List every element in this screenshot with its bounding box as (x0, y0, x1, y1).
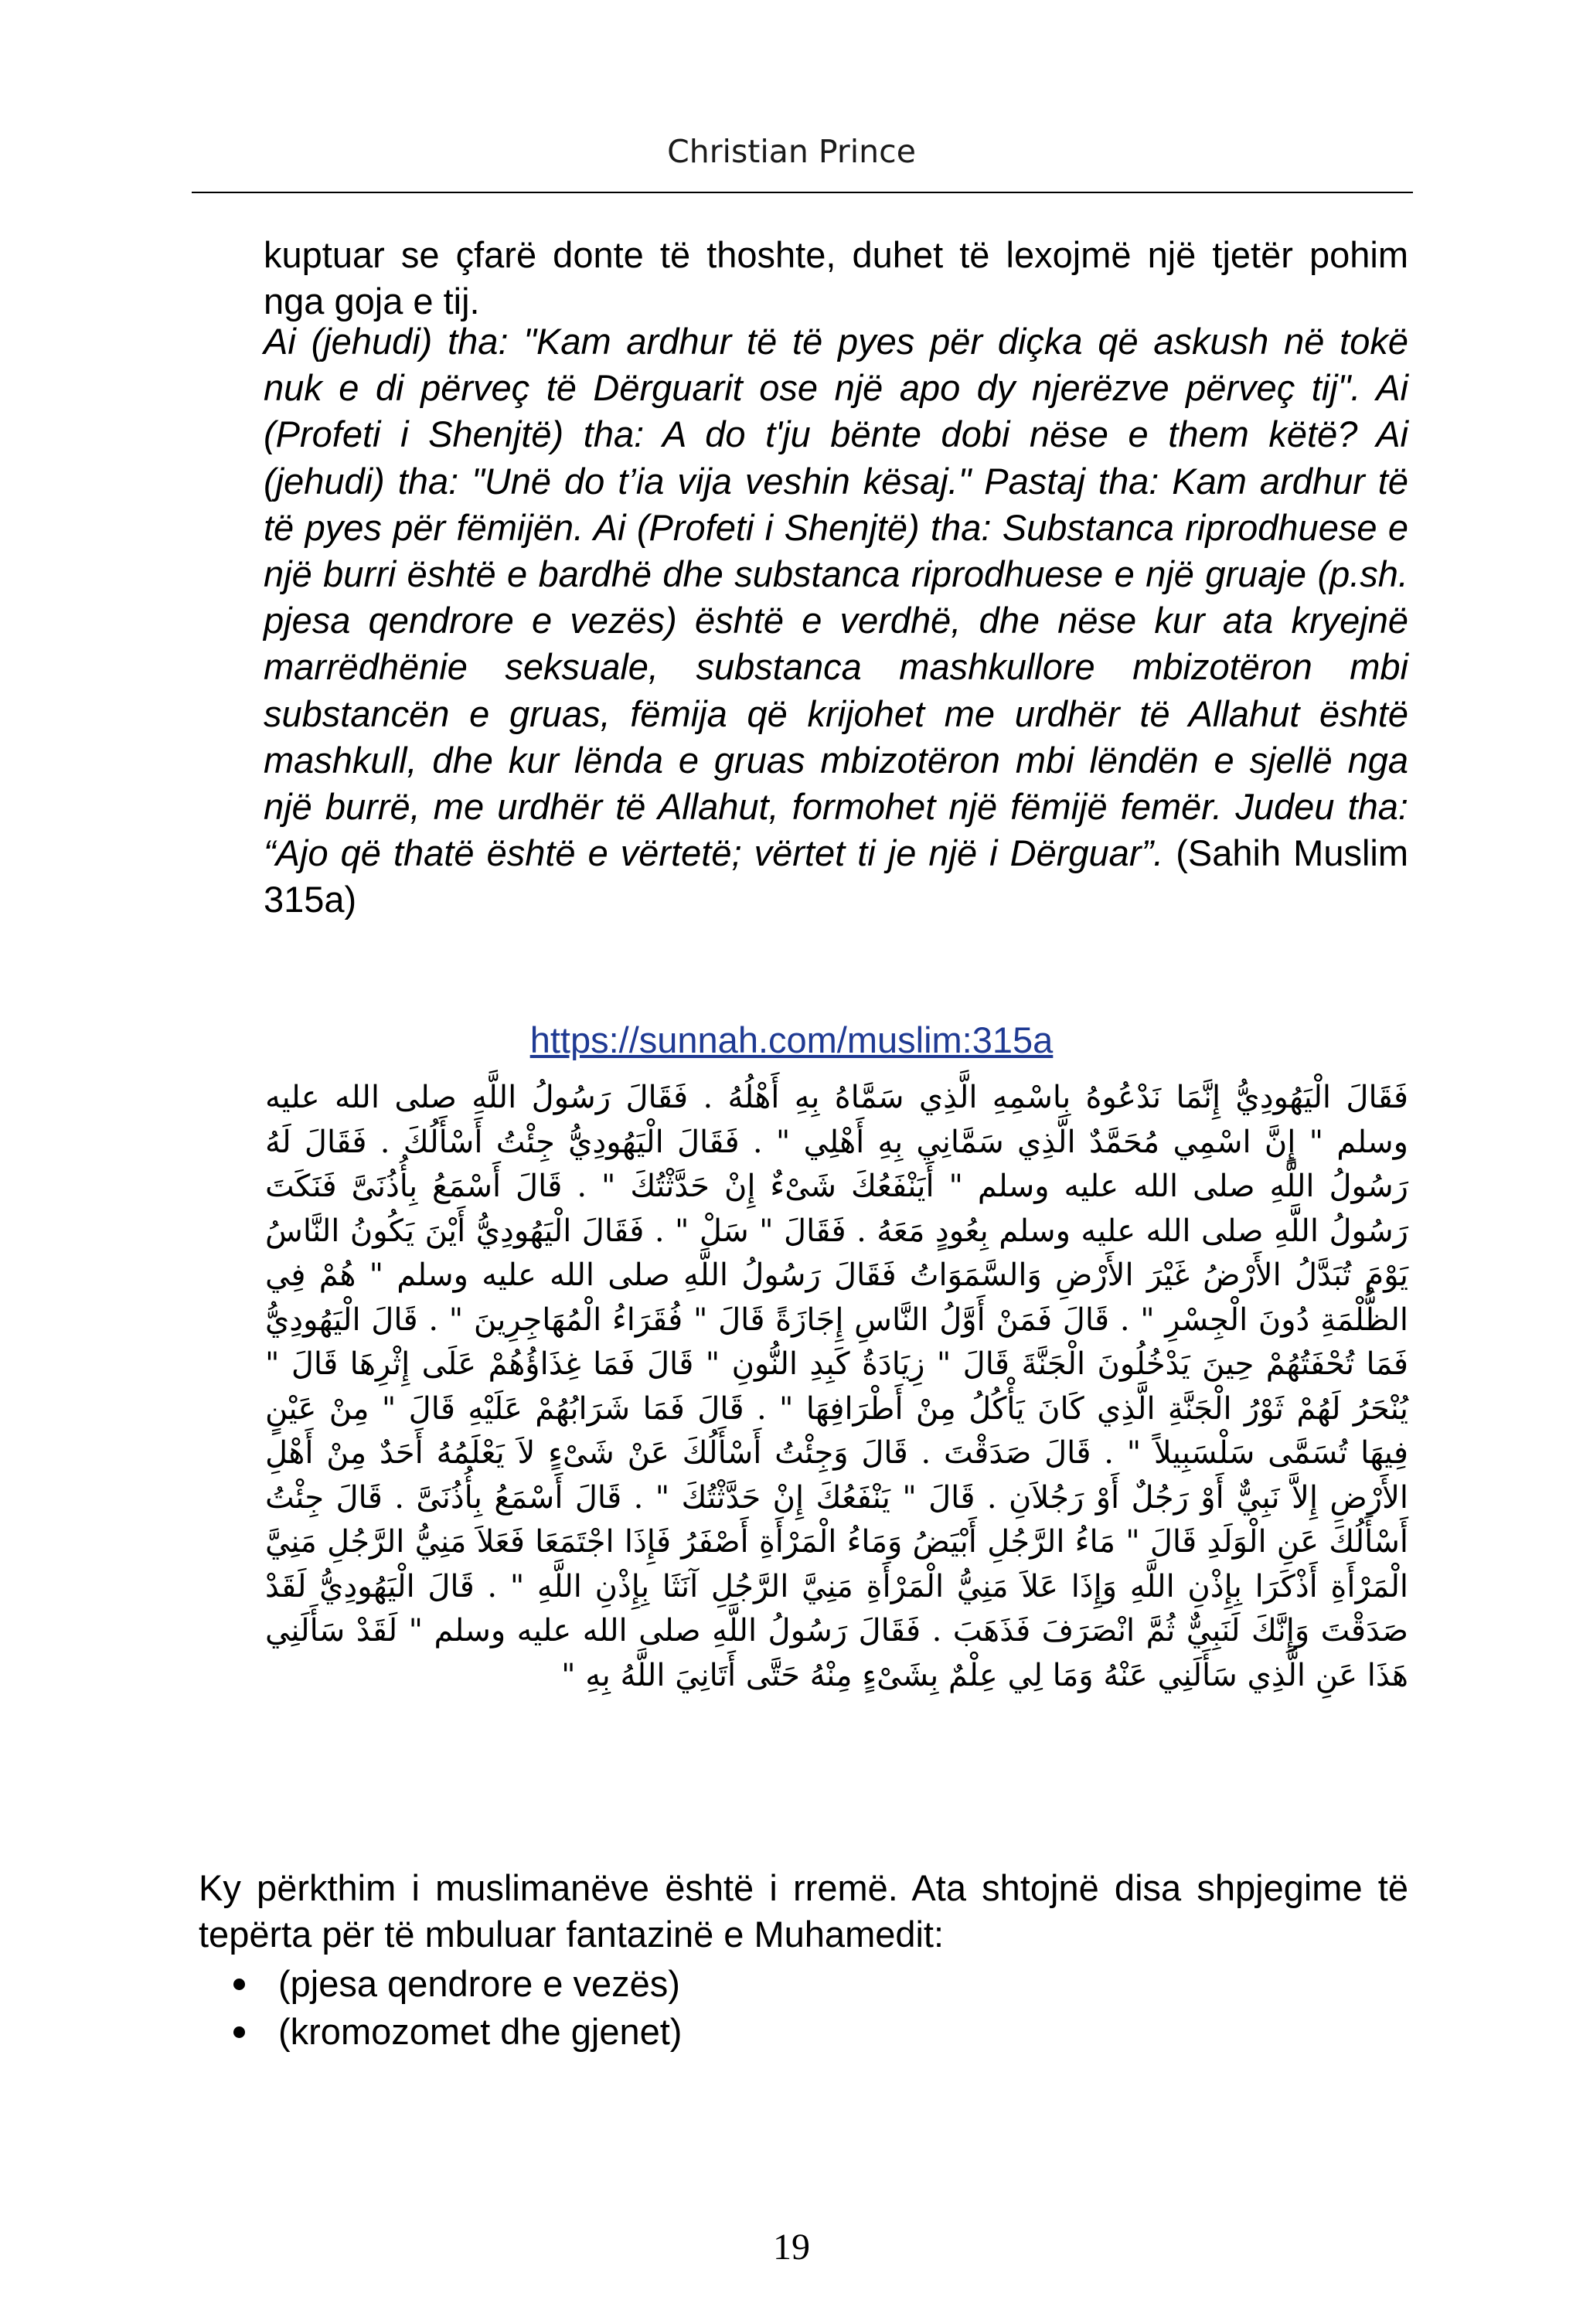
running-header: Christian Prince (667, 133, 916, 170)
hadith-quote (264, 318, 1408, 924)
bullet-icon (233, 2026, 245, 2038)
bullet-list (199, 1960, 1408, 2056)
sunnah-link[interactable]: https://sunnah.com/muslim:315a (529, 1019, 1054, 1060)
list-item-text: (pjesa qendrore e vezës) (278, 1963, 680, 2004)
summary-paragraph: Ky përkthim i muslimanëve është i rremë. Ata shtojnë disa shpjegime të tepërta për të mbuluar fantazinë e Muhamedit: (199, 1867, 1408, 1955)
page-number: 19 (773, 2227, 810, 2268)
list-item (199, 2008, 1408, 2056)
list-item (199, 1960, 1408, 2008)
header-divider (192, 192, 1413, 193)
list-item-text: (kromozomet dhe gjenet) (278, 2011, 683, 2052)
quote-reference: (Sahih Muslim 315a) (264, 832, 1408, 920)
intro-paragraph: kuptuar se çfarë donte të thoshte, duhet të lexojmë një tjetër pohim nga goja e tij. (264, 234, 1408, 322)
bullet-icon (233, 1979, 245, 1990)
quote-text: Ai (jehudi) tha: "Kam ardhur të të pyes për diçka që askush në tokë nuk e di përveç të Dërguarit ose një apo dy njerëzve përveç tij". Ai (Profeti i Shenjtë) tha: A do t'ju bënte dobi nëse e them këtë? Ai (jehudi) tha: "Unë do t’ia vija veshin kësaj." Pastaj tha: Kam ardhur të të pyes për fëmijën. Ai (Profeti i Shenjtë) tha: Substanca riprodhuese e një burri është e bardhë dhe substanca riprodhuese e një gruaje (p.sh. pjesa qendrore e vezës) është e verdhë, dhe nëse kur ata kryejnë marrëdhënie seksuale, substanca mashkullore mbizotëron mbi substancën e gruas, fëmija që krijohet me urdhër të Allahut është mashkull, dhe kur lënda e gruas mbizotëron mbi lëndën e sjellë nga një burrë, me urdhër të Allahut, formohet një fëmijë femër. Judeu tha: “Ajo që thatë është e vërtetë; vërtet ti je një i Dërguar”. (264, 321, 1408, 874)
arabic-hadith-text: فَقَالَ الْيَهُودِيُّ إِنَّمَا نَدْعُوهُ بِاسْمِهِ الَّذِي سَمَّاهُ بِهِ أَهْلُهُ . فَقَالَ رَسُولُ اللَّهِ صلى الله عليه وسلم " إِنَّ اسْمِي مُحَمَّدٌ الَّذِي سَمَّانِي بِهِ أَهْلِي " . فَقَالَ الْيَهُودِيُّ جِئْتُ أَسْأَلُكَ . فَقَالَ لَهُ رَسُولُ اللَّهِ صلى الله عليه وسلم " أَيَنْفَعُكَ شَىْءٌ إِنْ حَدَّثْتُكَ " . قَالَ أَسْمَعُ بِأُذُنَىَّ فَنَكَتَ رَسُولُ اللَّهِ صلى الله عليه وسلم بِعُودٍ مَعَهُ . فَقَالَ " سَلْ " . فَقَالَ الْيَهُودِيُّ أَيْنَ يَكُونُ النَّاسُ يَوْمَ تُبَدَّلُ الأَرْضُ غَيْرَ الأَرْضِ وَالسَّمَوَاتُ فَقَالَ رَسُولُ اللَّهِ صلى الله عليه وسلم " هُمْ فِي الظُّلْمَةِ دُونَ الْجِسْرِ " . قَالَ فَمَنْ أَوَّلُ النَّاسِ إِجَازَةً قَالَ " فُقَرَاءُ الْمُهَاجِرِينَ " . قَالَ الْيَهُودِيُّ فَمَا تُحْفَتُهُمْ حِينَ يَدْخُلُونَ الْجَنَّةَ قَالَ " زِيَادَةُ كَبِدِ النُّونِ " قَالَ فَمَا غِذَاؤُهُمْ عَلَى إِثْرِهَا قَالَ " يُنْحَرُ لَهُمْ ثَوْرُ الْجَنَّةِ الَّذِي كَانَ يَأْكُلُ مِنْ أَطْرَافِهَا " . قَالَ فَمَا شَرَابُهُمْ عَلَيْهِ قَالَ " مِنْ عَيْنٍ فِيهَا تُسَمَّى سَلْسَبِيلاً " . قَالَ صَدَقْتَ . قَالَ وَجِئْتُ أَسْأَلُكَ عَنْ شَىْءٍ لاَ يَعْلَمُهُ أَحَدٌ مِنْ أَهْلِ الأَرْضِ إِلاَّ نَبِيٌّ أَوْ رَجُلٌ أَوْ رَجُلاَنِ . قَالَ " يَنْفَعُكَ إِنْ حَدَّثْتُكَ " . قَالَ أَسْمَعُ بِأُذُنَىَّ . قَالَ جِئْتُ أَسْأَلُكَ عَنِ الْوَلَدِ قَالَ " مَاءُ الرَّجُلِ أَبْيَضُ وَمَاءُ الْمَرْأَةِ أَصْفَرُ فَإِذَا اجْتَمَعَا فَعَلاَ مَنِيُّ الرَّجُلِ مَنِيَّ الْمَرْأَةِ أَذْكَرَا بِإِذْنِ اللَّهِ وَإِذَا عَلاَ مَنِيُّ الْمَرْأَةِ مَنِيَّ الرَّجُلِ آنَثَا بِإِذْنِ اللَّهِ " . قَالَ الْيَهُودِيُّ لَقَدْ صَدَقْتَ وَإِنَّكَ لَنَبِيٌّ ثُمَّ انْصَرَفَ فَذَهَبَ . فَقَالَ رَسُولُ اللَّهِ صلى الله عليه وسلم " لَقَدْ سَأَلَنِي هَذَا عَنِ الَّذِي سَأَلَنِي عَنْهُ وَمَا لِي عِلْمٌ بِشَىْءٍ مِنْهُ حَتَّى أَتَانِيَ اللَّهُ بِهِ " (265, 1080, 1408, 1693)
